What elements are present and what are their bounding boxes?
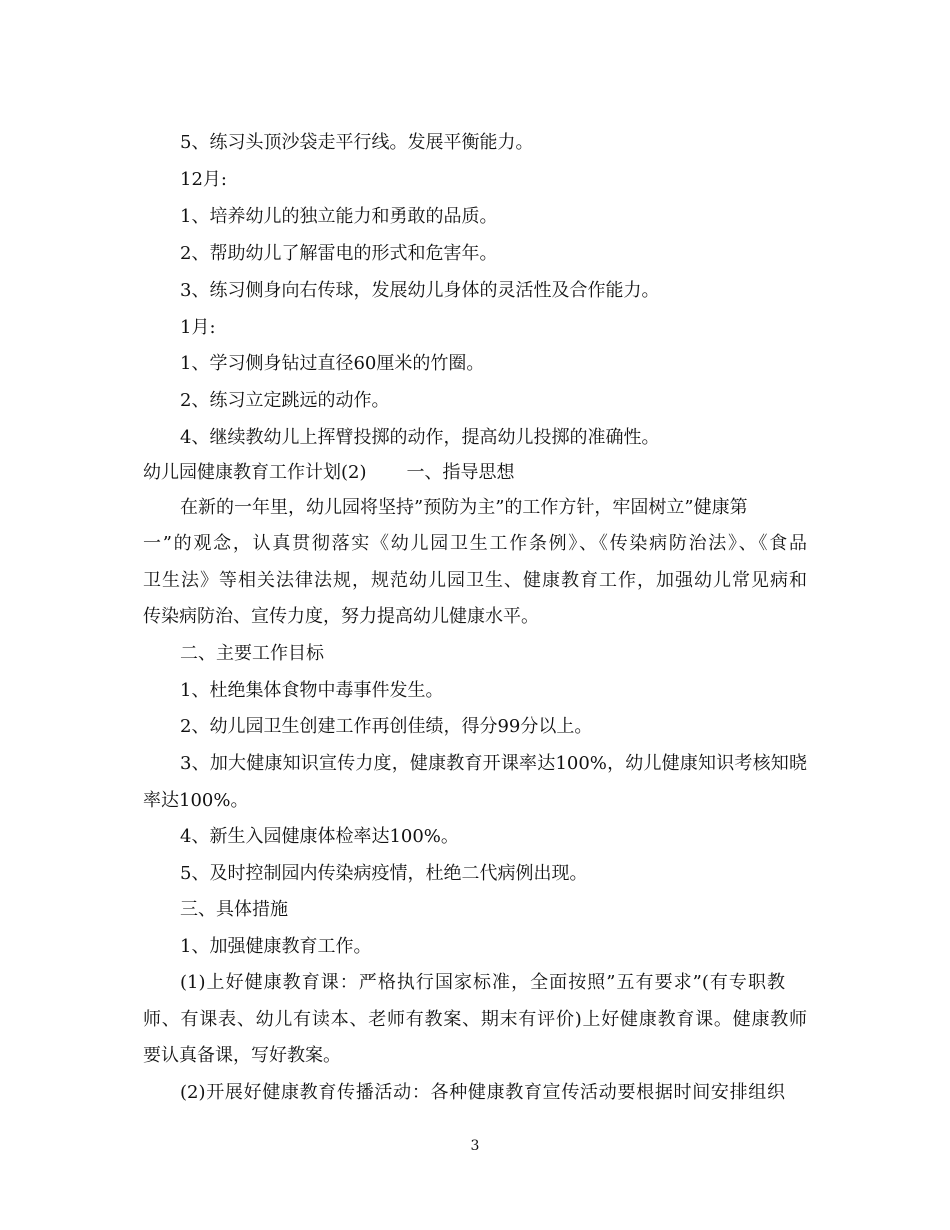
text-line: (2)开展好健康教育传播活动：各种健康教育宣传活动要根据时间安排组织: [180, 1082, 785, 1103]
text-line: 2、帮助幼儿了解雷电的形式和危害年。: [180, 243, 498, 264]
text-line: 3、练习侧身向右传球，发展幼儿身体的灵活性及合作能力。: [180, 280, 660, 301]
text-line: 传染病防治、宣传力度，努力提高幼儿健康水平。: [143, 606, 539, 627]
text-line: 1、加强健康教育工作。: [180, 936, 372, 957]
text-line: 三、具体措施: [180, 899, 288, 920]
text-line: 4、继续教幼儿上挥臂投掷的动作，提高幼儿投掷的准确性。: [180, 427, 660, 448]
text-line: 1、培养幼儿的独立能力和勇敢的品质。: [180, 206, 498, 227]
text-line: 2、幼儿园卫生创建工作再创佳绩，得分99分以上。: [180, 716, 593, 737]
text-line: 一”的观念，认真贯彻落实《幼儿园卫生工作条例》、《传染病防治法》、《食品: [143, 533, 807, 554]
text-line: 4、新生入园健康体检率达100%。: [180, 826, 459, 847]
text-line: 二、主要工作目标: [180, 643, 324, 664]
text-line: 3、加大健康知识宣传力度，健康教育开课率达100%，幼儿健康知识考核知晓: [180, 753, 807, 774]
text-line: 要认真备课，写好教案。: [143, 1045, 341, 1066]
page-number: 3: [470, 1138, 480, 1154]
text-line: 1月:: [180, 317, 216, 338]
text-line: (1)上好健康教育课：严格执行国家标准，全面按照”五有要求”(有专职教: [180, 972, 785, 993]
text-line: 5、练习头顶沙袋走平行线。发展平衡能力。: [180, 132, 534, 153]
text-line: 5、及时控制园内传染病疫情，杜绝二代病例出现。: [180, 863, 588, 884]
text-line: 2、练习立定跳远的动作。: [180, 390, 390, 411]
text-line: 1、学习侧身钻过直径60厘米的竹圈。: [180, 353, 485, 374]
text-line: 师、有课表、幼儿有读本、老师有教案、期末有评价)上好健康教育课。健康教师: [143, 1009, 807, 1030]
text-line: 12月:: [180, 169, 227, 190]
section-heading: 幼儿园健康教育工作计划(2) 一、指导思想: [143, 462, 515, 483]
text-line: 在新的一年里，幼儿园将坚持”预防为主”的工作方针，牢固树立”健康第: [180, 497, 748, 518]
text-line: 1、杜绝集体食物中毒事件发生。: [180, 680, 444, 701]
text-line: 率达100%。: [143, 790, 249, 811]
text-line: 卫生法》等相关法律法规，规范幼儿园卫生、健康教育工作，加强幼儿常见病和: [143, 570, 807, 591]
